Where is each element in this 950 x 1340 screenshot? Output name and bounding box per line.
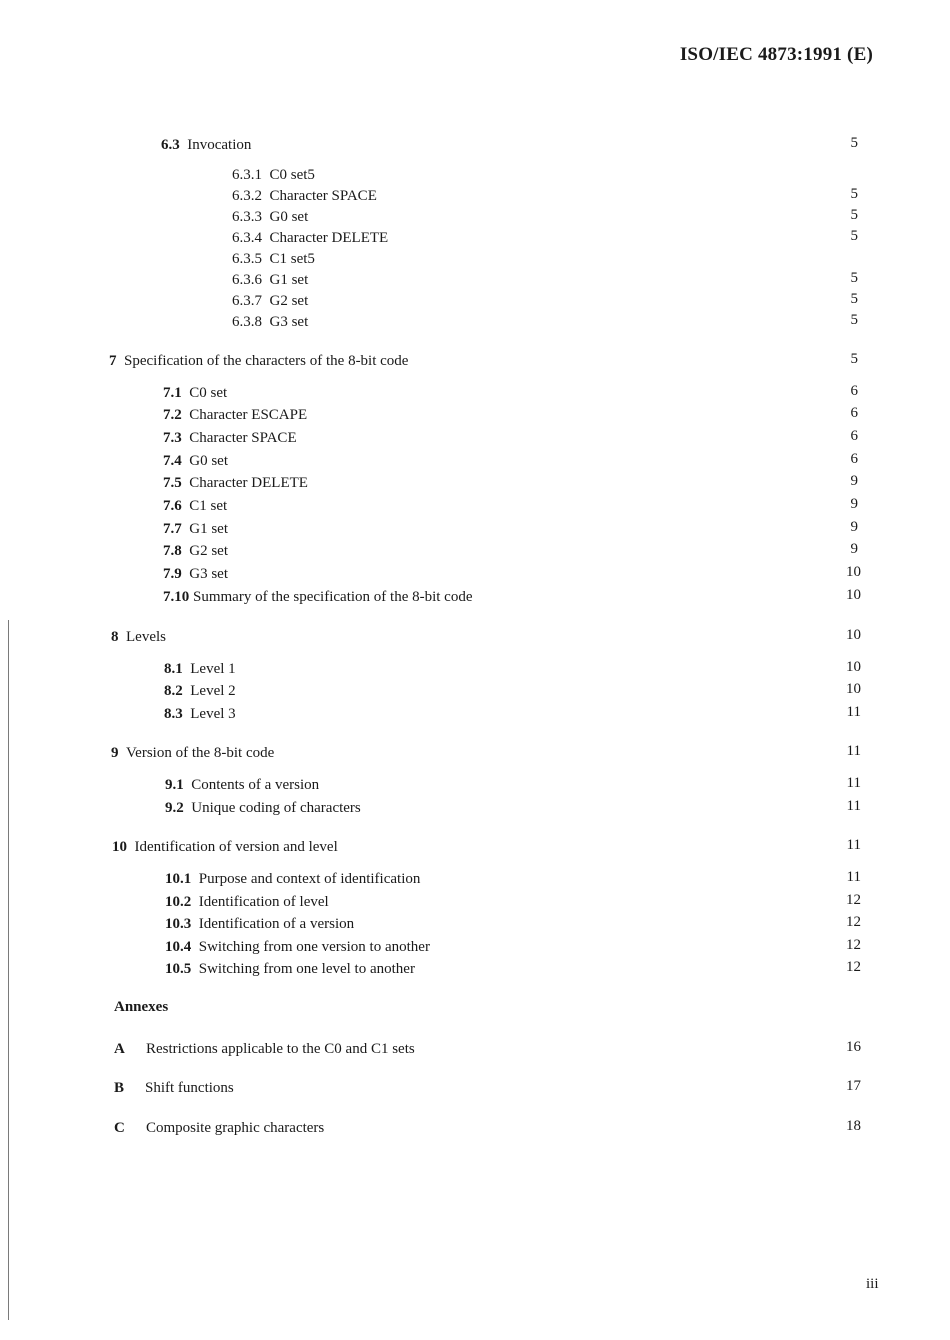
section-title: G3 set <box>269 314 309 330</box>
section-number: 10.4 <box>165 939 192 955</box>
annex-entry-a[interactable] <box>0 1038 950 1060</box>
toc-entry-7-2[interactable] <box>0 404 950 426</box>
page-number: 5 <box>850 351 858 367</box>
section-number: 6.3 <box>161 137 180 153</box>
toc-entry-10[interactable] <box>0 836 950 858</box>
toc-entry-7-6[interactable] <box>0 495 950 517</box>
page-number: 10 <box>846 659 861 675</box>
section-number: 7.7 <box>163 521 182 537</box>
toc-entry-7-3[interactable] <box>0 427 950 449</box>
section-number: 8.2 <box>164 683 183 699</box>
page-number: 11 <box>846 704 861 720</box>
section-title: C0 set5 <box>269 167 315 183</box>
section-title: G2 set <box>269 293 309 309</box>
annex-title: Shift functions <box>145 1080 234 1096</box>
page-number: 17 <box>846 1078 861 1094</box>
section-title: G0 set <box>189 453 228 469</box>
section-title: Invocation <box>187 137 252 153</box>
toc-entry-7-4[interactable] <box>0 450 950 472</box>
section-number: 6.3.2 <box>232 188 262 204</box>
section-number: 8 <box>111 629 119 645</box>
page-number: 5 <box>850 291 858 307</box>
section-number: 7.2 <box>163 407 182 423</box>
page-number: 12 <box>846 914 861 930</box>
toc-entry-9-1[interactable] <box>0 774 950 796</box>
section-number: 8.1 <box>164 661 183 677</box>
annex-letter: B <box>114 1080 125 1096</box>
section-number: 6.3.3 <box>232 209 262 225</box>
page-number: 11 <box>846 837 861 853</box>
toc-entry-10-3[interactable] <box>0 913 950 935</box>
document-identifier: ISO/IEC 4873:1991 (E) <box>679 44 873 65</box>
section-number: 9.2 <box>165 800 184 816</box>
annex-letter: C <box>114 1120 125 1136</box>
section-title: Character DELETE <box>269 230 389 246</box>
toc-entry-10-5[interactable] <box>0 958 950 980</box>
section-title: Specification of the characters of the 8-bit code <box>124 353 409 369</box>
page-number: 16 <box>846 1039 861 1055</box>
section-title: Unique coding of characters <box>191 800 361 816</box>
section-title: Level 2 <box>190 683 236 699</box>
page-number: 5 <box>850 228 858 244</box>
section-title: Character DELETE <box>189 475 308 491</box>
section-number: 6.3.8 <box>232 314 262 330</box>
section-title: C1 set5 <box>269 251 315 267</box>
section-number: 7.5 <box>163 475 182 491</box>
page-number: 11 <box>846 775 861 791</box>
section-number: 8.3 <box>164 706 183 722</box>
toc-entry-7-1[interactable] <box>0 382 950 404</box>
toc-entry-7-5[interactable] <box>0 472 950 494</box>
toc-entry-6-3[interactable] <box>0 134 950 156</box>
toc-entry-10-1[interactable] <box>0 868 950 890</box>
toc-entry-6-3-5[interactable] <box>0 248 950 270</box>
section-number: 7.6 <box>163 498 182 514</box>
toc-entry-6-3-1[interactable] <box>0 164 950 186</box>
section-title: Character ESCAPE <box>189 407 308 423</box>
annex-letter: A <box>114 1041 125 1057</box>
page-number: 5 <box>850 270 858 286</box>
page-number: 12 <box>846 937 861 953</box>
page-number: 10 <box>846 587 861 603</box>
section-title: Level 1 <box>190 661 236 677</box>
toc-entry-6-3-7[interactable] <box>0 290 950 312</box>
toc-entry-8-2[interactable] <box>0 680 950 702</box>
toc-entry-6-3-8[interactable] <box>0 311 950 333</box>
annex-entry-c[interactable] <box>0 1117 950 1139</box>
page-number: 12 <box>846 959 861 975</box>
section-number: 7.3 <box>163 430 182 446</box>
section-title: Switching from one version to another <box>198 939 430 955</box>
section-title: C0 set <box>189 385 228 401</box>
section-title: Purpose and context of identification <box>198 871 421 887</box>
page-number: 5 <box>850 135 858 151</box>
section-number: 7.9 <box>163 566 182 582</box>
section-title: G1 set <box>189 521 228 537</box>
page-folio: iii <box>866 1276 879 1292</box>
toc-entry-8[interactable] <box>0 626 950 648</box>
page-number: 18 <box>846 1118 861 1134</box>
toc-entry-7-9[interactable] <box>0 563 950 585</box>
toc-entry-7[interactable] <box>0 350 950 372</box>
page-number: 10 <box>846 564 861 580</box>
section-number: 6.3.6 <box>232 272 262 288</box>
toc-entry-6-3-4[interactable] <box>0 227 950 249</box>
section-number: 10.1 <box>165 871 192 887</box>
page-number: 5 <box>850 186 858 202</box>
toc-entry-8-3[interactable] <box>0 703 950 725</box>
page-number: 9 <box>850 541 858 557</box>
section-title: Version of the 8-bit code <box>126 745 275 761</box>
section-title: Contents of a version <box>191 777 320 793</box>
section-number: 10.5 <box>165 961 192 977</box>
section-number: 6.3.7 <box>232 293 262 309</box>
section-number: 7.8 <box>163 543 182 559</box>
page-number: 5 <box>850 207 858 223</box>
toc-entry-6-3-6[interactable] <box>0 269 950 291</box>
section-title: Identification of version and level <box>134 839 338 855</box>
section-number: 6.3.1 <box>232 167 262 183</box>
toc-entry-7-10[interactable] <box>0 586 950 608</box>
section-number: 7 <box>109 353 117 369</box>
page-number: 11 <box>846 743 861 759</box>
section-title: Summary of the specification of the 8-bit code <box>193 589 473 605</box>
annex-title: Restrictions applicable to the C0 and C1 sets <box>146 1041 415 1057</box>
toc-entry-6-3-3[interactable] <box>0 206 950 228</box>
section-title: Level 3 <box>190 706 236 722</box>
section-number: 9.1 <box>165 777 184 793</box>
page-number: 6 <box>850 451 858 467</box>
page-number: 11 <box>846 798 861 814</box>
section-number: 10 <box>112 839 127 855</box>
page-number: 5 <box>850 312 858 328</box>
section-title: Switching from one level to another <box>198 961 415 977</box>
page-number: 10 <box>846 681 861 697</box>
section-title: G3 set <box>189 566 228 582</box>
section-number: 7.10 <box>163 589 190 605</box>
section-number: 6.3.4 <box>232 230 262 246</box>
page-number: 11 <box>846 869 861 885</box>
page-number: 6 <box>850 383 858 399</box>
toc-entry-7-7[interactable] <box>0 518 950 540</box>
section-title: Character SPACE <box>269 188 377 204</box>
page-number: 12 <box>846 892 861 908</box>
section-title: Identification of level <box>198 894 329 910</box>
page-number: 9 <box>850 473 858 489</box>
annex-entry-b[interactable] <box>0 1077 950 1099</box>
toc-entry-10-4[interactable] <box>0 936 950 958</box>
toc-entry-9-2[interactable] <box>0 797 950 819</box>
page-number: 6 <box>850 405 858 421</box>
section-number: 9 <box>111 745 119 761</box>
section-title: G2 set <box>189 543 228 559</box>
toc-entry-6-3-2[interactable] <box>0 185 950 207</box>
section-title: G0 set <box>269 209 309 225</box>
toc-entry-7-8[interactable] <box>0 540 950 562</box>
annex-title: Composite graphic characters <box>146 1120 325 1136</box>
toc-entry-8-1[interactable] <box>0 658 950 680</box>
section-number: 7.1 <box>163 385 182 401</box>
section-title: Identification of a version <box>198 916 355 932</box>
section-number: 10.2 <box>165 894 192 910</box>
toc-entry-10-2[interactable] <box>0 891 950 913</box>
annexes-heading: Annexes <box>114 999 169 1015</box>
page-number: 9 <box>850 519 858 535</box>
page-number: 6 <box>850 428 858 444</box>
section-title: Levels <box>126 629 166 645</box>
section-number: 10.3 <box>165 916 192 932</box>
section-number: 7.4 <box>163 453 182 469</box>
toc-entry-9[interactable] <box>0 742 950 764</box>
section-title: G1 set <box>269 272 309 288</box>
section-title: Character SPACE <box>189 430 297 446</box>
page-number: 9 <box>850 496 858 512</box>
page-number: 10 <box>846 627 861 643</box>
section-title: C1 set <box>189 498 228 514</box>
section-number: 6.3.5 <box>232 251 262 267</box>
